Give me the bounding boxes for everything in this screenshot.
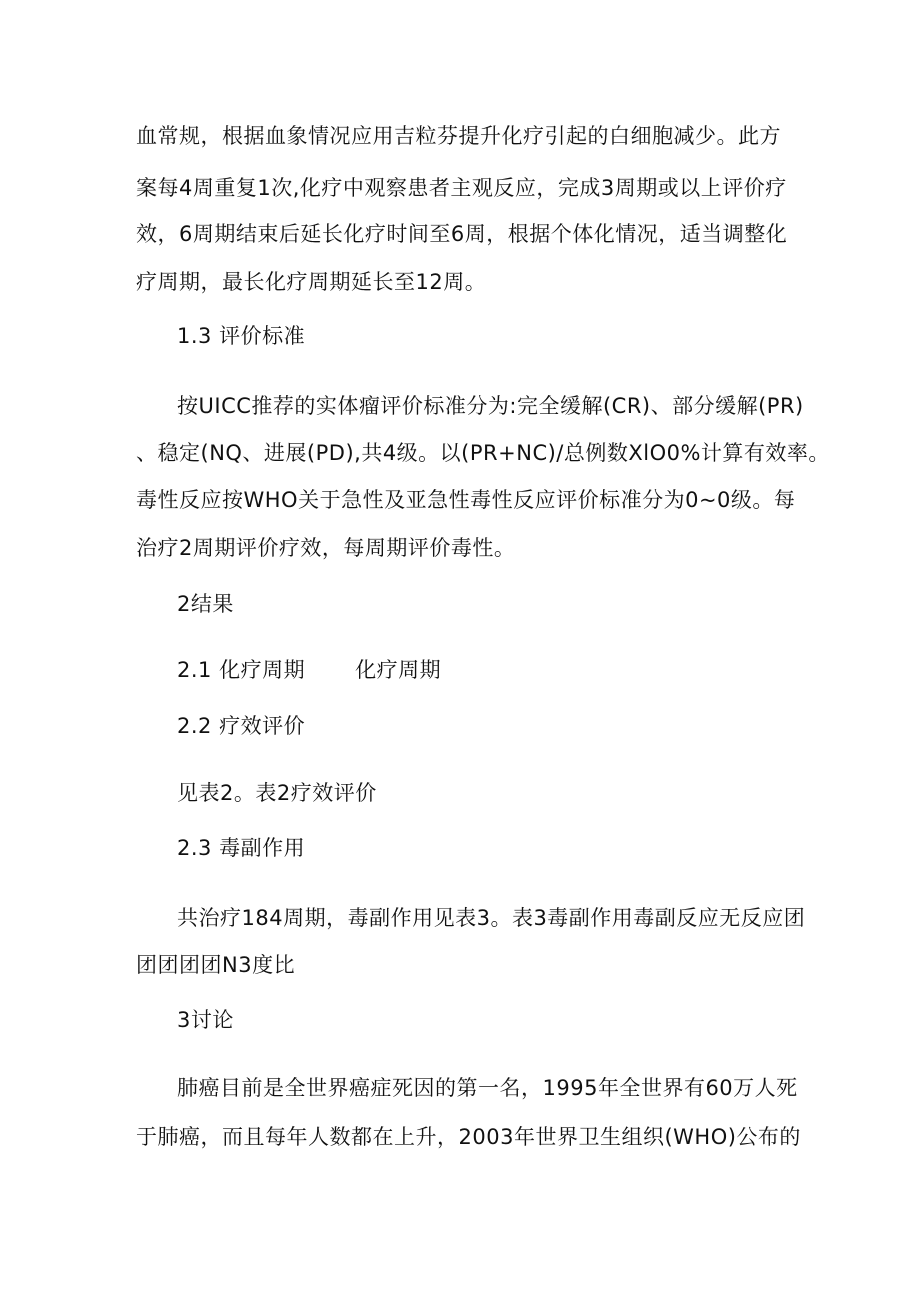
- heading-2-2: 2.2 疗效评价: [177, 714, 306, 738]
- paragraph-4-line-1: 共治疗184周期，毒副作用见表3。表3毒副作用毒副反应无反应团: [177, 906, 806, 930]
- paragraph-2-line-1: 按UICC推荐的实体瘤评价标准分为:完全缓解(CR)、部分缓解(PR): [177, 394, 804, 418]
- paragraph-1-line-4: 疗周期，最长化疗周期延长至12周。: [136, 270, 487, 294]
- paragraph-2-line-2: 、稳定(NQ、进展(PD),共4级。以(PR+NC)/总例数XlO0%计算有效率。: [136, 441, 830, 465]
- heading-2: 2结果: [177, 592, 234, 616]
- heading-2-1-extra: 化疗周期: [355, 658, 442, 682]
- paragraph-1-line-2: 案每4周重复1次,化疗中观察患者主观反应，完成3周期或以上评价疗: [136, 176, 787, 200]
- paragraph-3: 见表2。表2疗效评价: [177, 781, 377, 805]
- heading-1-3: 1.3 评价标准: [177, 324, 306, 348]
- paragraph-5-line-2: 于肺癌，而且每年人数都在上升，2003年世界卫生组织(WHO)公布的: [136, 1125, 801, 1149]
- heading-2-3: 2.3 毒副作用: [177, 836, 306, 860]
- paragraph-2-line-4: 治疗2周期评价疗效，每周期评价毒性。: [136, 536, 516, 560]
- paragraph-2-line-3: 毒性反应按WHO关于急性及亚急性毒性反应评价标准分为0~0级。每: [136, 488, 796, 512]
- paragraph-5-line-1: 肺癌目前是全世界癌症死因的第一名，1995年全世界有60万人死: [177, 1076, 798, 1100]
- heading-2-1-label: 2.1 化疗周期: [177, 658, 306, 682]
- paragraph-1-line-3: 效，6周期结束后延长化疗时间至6周，根据个体化情况，适当调整化: [136, 222, 788, 246]
- paragraph-4-line-2: 团团团团N3度比: [136, 953, 296, 977]
- paragraph-1-line-1: 血常规，根据血象情况应用吉粒芬提升化疗引起的白细胞减少。此方: [136, 124, 781, 148]
- heading-3: 3讨论: [177, 1008, 234, 1032]
- heading-2-1: [177, 655, 441, 685]
